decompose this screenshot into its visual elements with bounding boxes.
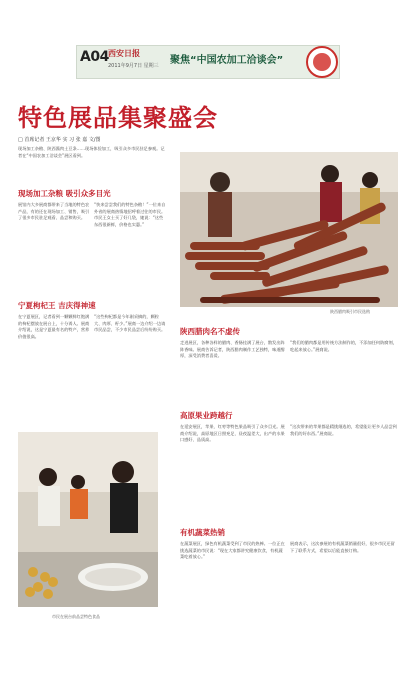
section-3-paragraph-1: 走进展区，各种各样的腊肉、香肠挂满了展台，散发出阵阵香味。展商告诉记者，陕西腊肉制作工艺独特，味道醇厚，深受消费者喜爱。 [180,340,285,359]
section-2-paragraph-2: “这些枸杞都是今年刚采摘的，颗粒大、肉厚、籽少。”展商一边介绍一边请市民品尝，不少市民品尝后纷纷购买。 [94,314,166,333]
top-photo-caption: 陕西腊肉吸引市民选购 [330,309,370,314]
section-4-paragraph-1: 在延安展区，苹果、红枣等特色果品吸引了众多目光。展商介绍说，高原地区日照充足、昼夜温差大，出产的水果口感好、品质高。 [180,424,285,443]
subheading-5: 有机蔬菜热销 [180,528,225,537]
headline: 特色展品集聚盛会 [18,104,218,132]
tasting-photo [18,432,158,607]
page-number: A04 [80,49,109,65]
subheading-3: 陕西腊肉名不虚传 [180,327,240,336]
section-2-paragraph-1: 在宁夏展区，记者看到一颗颗鲜红饱满的枸杞摆放在展台上，十分诱人。展商介绍说，这是宁夏最有名的特产，营养价值很高。 [18,314,90,339]
fair-emblem-icon [306,46,338,78]
section-3-paragraph-2: “我们的腊肉都是用传统方法制作的，不添加任何防腐剂，吃起来放心。”展商说。 [290,340,397,352]
sausage-photo [180,152,398,307]
section-4-paragraph-2: “这次带来的苹果都是精挑细选的，希望能让更多人品尝到我们的好东西。”展商说。 [290,424,397,436]
paper-name: 西安日报 [108,49,140,58]
subheading-4: 高原果业跨越行 [180,411,233,420]
subheading-1: 现场加工杂粮 吸引众多目光 [18,189,111,198]
section-5-paragraph-1: 在蔬菜展区，绿色有机蔬菜受到了市民的热捧。一位正在挑选蔬菜的市民说：“现在大家都讲究健康饮食，有机蔬菜吃着放心。” [180,541,285,560]
section-title: 聚焦“中国农加工洽谈会” [170,55,284,66]
paper-date: 2011年9月7日 星期三 [108,63,159,69]
section-1-paragraph-1: 展馆内大多展商都带来了当地的特色农产品，有的还在现场加工、销售，吸引了很多市民驻足观看、品尝和购买。 [18,202,90,221]
section-1-paragraph-2: “快来尝尝我们的特色杂粮！”一位来自外省的展商热情地招呼着过往的市民。市民王女士买了好几袋，她说：“这些东西很新鲜，价格也实惠。” [94,202,166,227]
bottom-photo-caption: 市民在展台前品尝特色食品 [52,614,100,619]
section-5-paragraph-2: 展商表示，这次参展的有机蔬菜销量很好，很多市民还留下了联系方式，希望以后能直接订购。 [290,541,395,553]
lead-paragraph: 现场加工杂粮、陕西酱肉土豆条……现场体验加工，吸引众多市民驻足参观。记者在“中国农加工洽谈会”展区看到。 [18,146,165,158]
subheading-2: 宁夏枸杞王 吉庆得神速 [18,301,96,310]
byline: □ 首席记者 王京华 实 习 张 嘉 文/图 [18,137,101,143]
